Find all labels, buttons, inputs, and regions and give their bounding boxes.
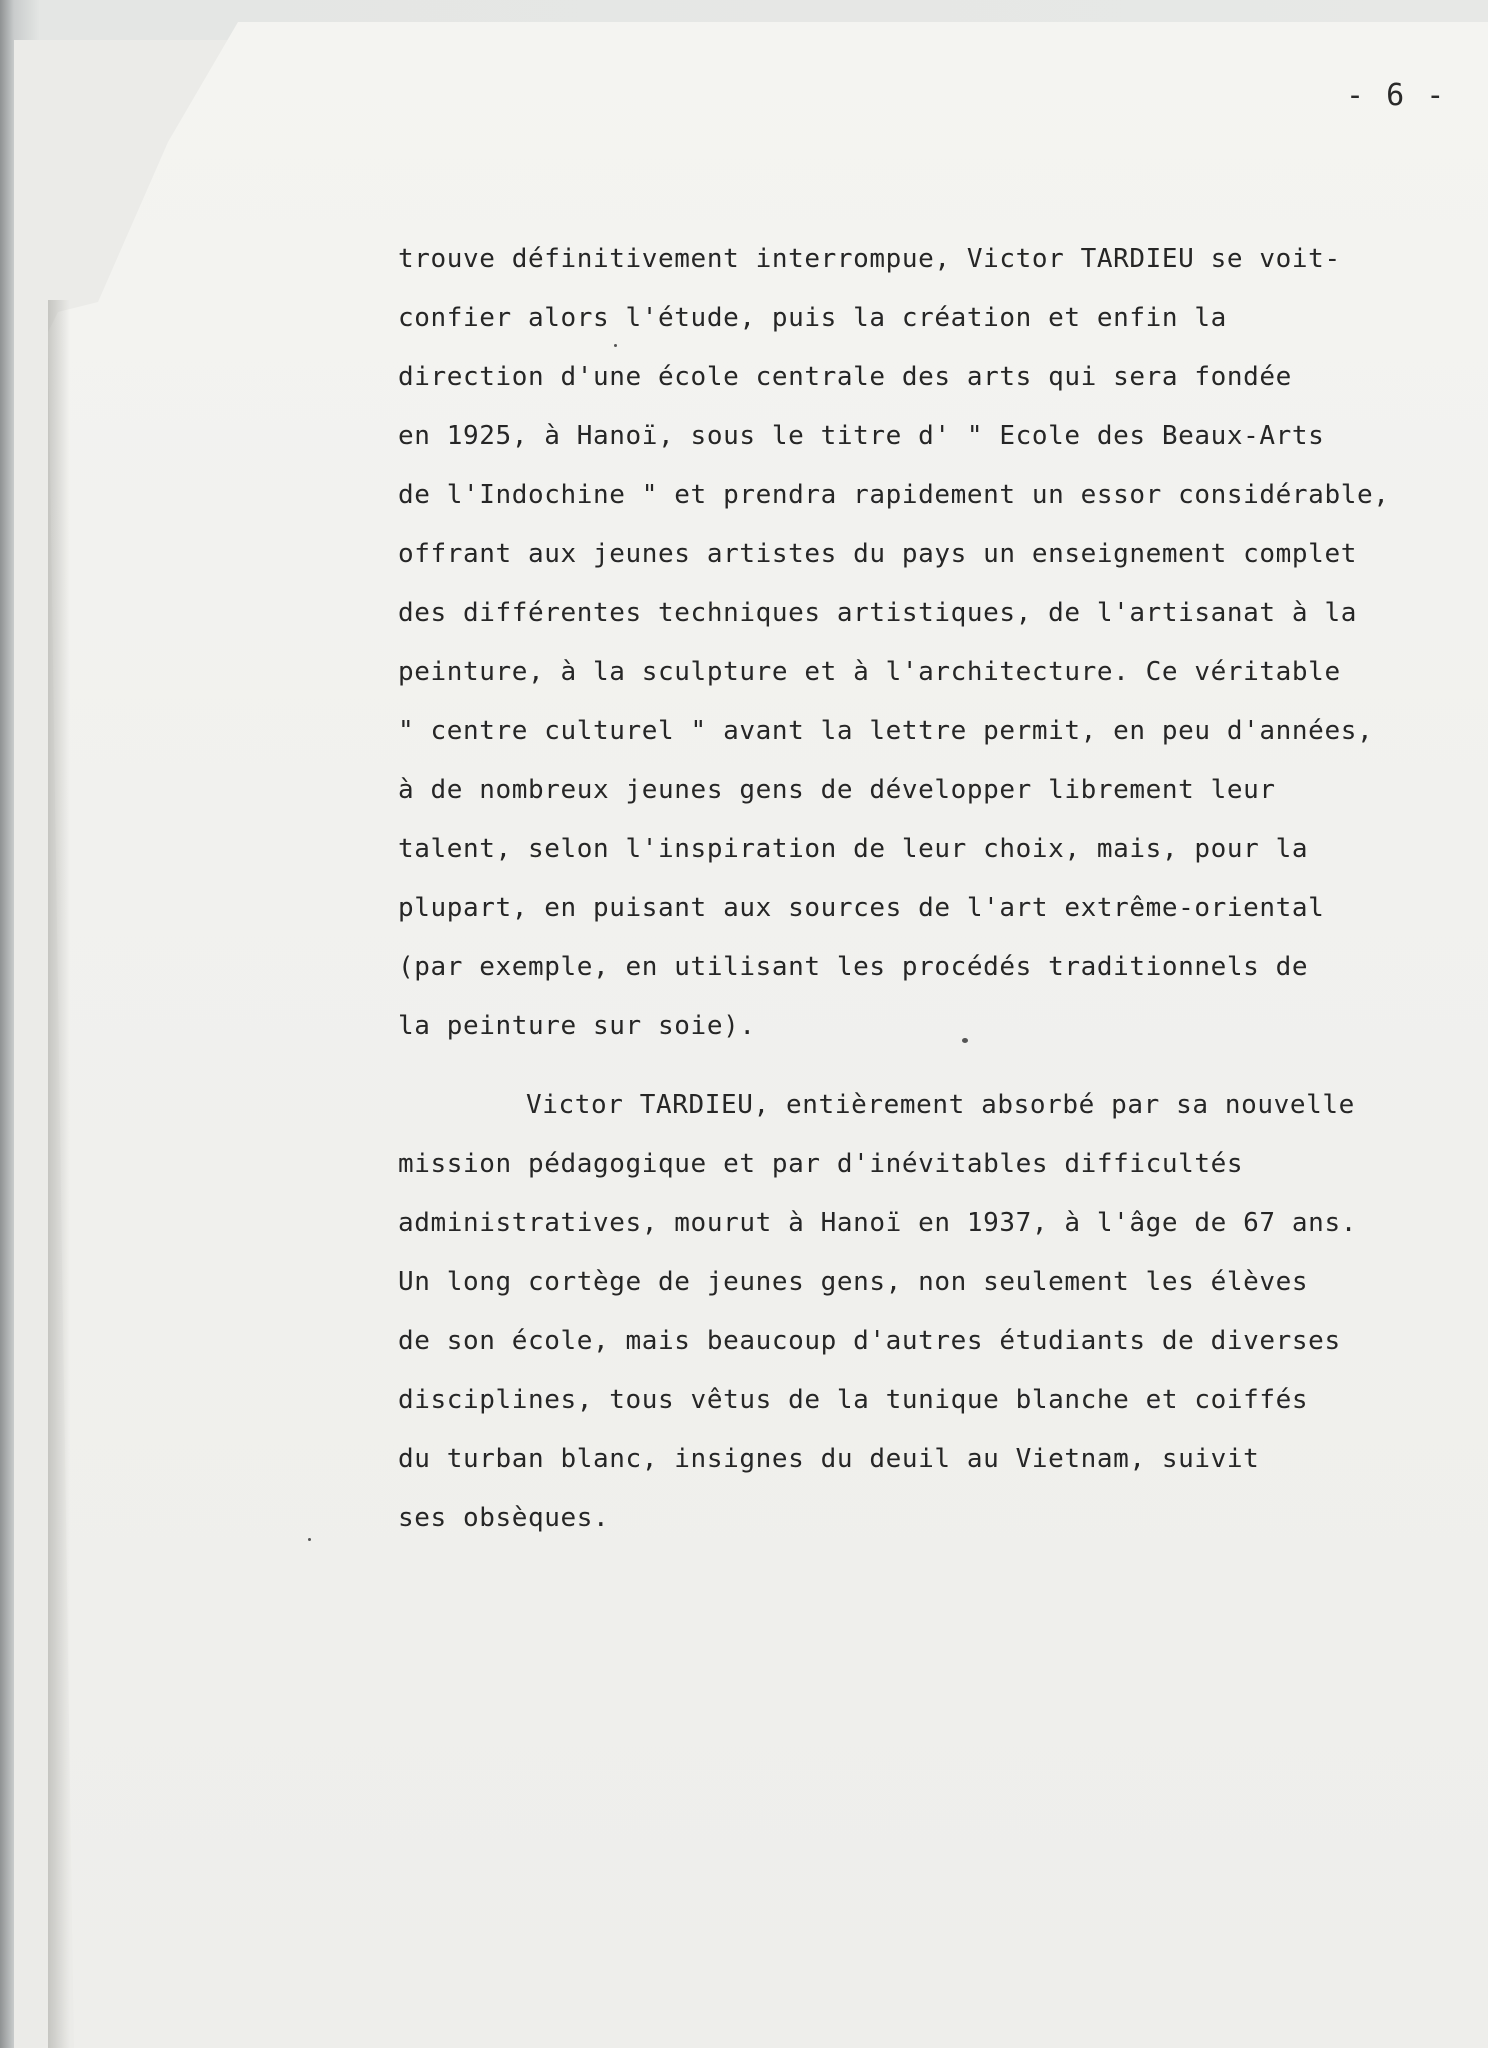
text-line: plupart, en puisant aux sources de l'art extrême-oriental xyxy=(398,893,1325,923)
paper-speck xyxy=(308,1538,311,1541)
text-line: du turban blanc, insignes du deuil au Vietnam, suivit xyxy=(398,1444,1260,1474)
text-line: talent, selon l'inspiration de leur choix, mais, pour la xyxy=(398,834,1309,864)
text-line: administratives, mourut à Hanoï en 1937, à l'âge de 67 ans. xyxy=(398,1208,1357,1238)
text-line: Un long cortège de jeunes gens, non seulement les élèves xyxy=(398,1267,1309,1297)
document-body xyxy=(398,230,1438,1548)
paragraph-gap xyxy=(398,1056,1438,1076)
sheet-edge-shadow xyxy=(48,300,70,2048)
text-line: trouve définitivement interrompue, Victor TARDIEU se voit- xyxy=(398,244,1341,274)
paper-speck xyxy=(962,1038,968,1043)
text-line: offrant aux jeunes artistes du pays un enseignement complet xyxy=(398,539,1357,569)
text-line: en 1925, à Hanoï, sous le titre d' " Ecole des Beaux-Arts xyxy=(398,421,1325,451)
text-line: de l'Indochine " et prendra rapidement un essor considérable, xyxy=(398,480,1390,510)
text-line: à de nombreux jeunes gens de développer librement leur xyxy=(398,775,1276,805)
text-line: de son école, mais beaucoup d'autres étudiants de diverses xyxy=(398,1326,1341,1356)
text-line: la peinture sur soie). xyxy=(398,1011,756,1041)
text-line: " centre culturel " avant la lettre permit, en peu d'années, xyxy=(398,716,1374,746)
paper-speck xyxy=(614,344,617,347)
text-line: (par exemple, en utilisant les procédés traditionnels de xyxy=(398,952,1309,982)
page-number: - 6 - xyxy=(1346,78,1447,113)
text-line: Victor TARDIEU, entièrement absorbé par sa nouvelle xyxy=(526,1090,1355,1120)
text-line: mission pédagogique et par d'inévitables difficultés xyxy=(398,1149,1244,1179)
text-line: direction d'une école centrale des arts qui sera fondée xyxy=(398,362,1292,392)
text-line: peinture, à la sculpture et à l'architecture. Ce véritable xyxy=(398,657,1341,687)
text-line: disciplines, tous vêtus de la tunique blanche et coiffés xyxy=(398,1385,1309,1415)
text-line: ses obsèques. xyxy=(398,1503,610,1533)
text-line: confier alors l'étude, puis la création et enfin la xyxy=(398,303,1227,333)
text-line: des différentes techniques artistiques, de l'artisanat à la xyxy=(398,598,1357,628)
